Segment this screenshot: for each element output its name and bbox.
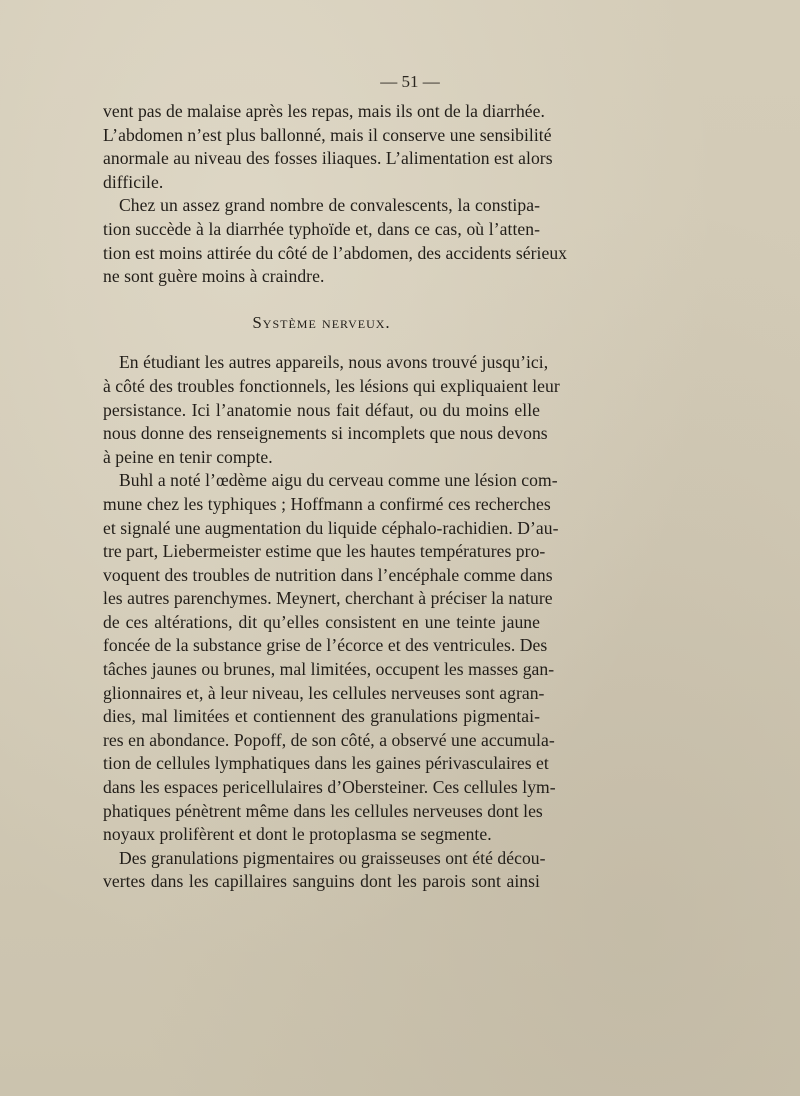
text-line: à peine en tenir compte. <box>103 446 273 467</box>
text-line: noyaux prolifèrent et dont le protoplasma se segmente. <box>103 824 492 845</box>
text-line: dies, mal limitées et contiennent des granulations pigmentai- <box>103 706 540 727</box>
text-line: anormale au niveau des fosses iliaques. L’alimentation est alors <box>103 148 553 169</box>
text-line: mune chez les typhiques ; Hoffmann a confirmé ces recherches <box>103 493 551 514</box>
section-heading: Système nerveux. <box>252 312 391 332</box>
page-number: — 51 — <box>380 72 440 91</box>
text-line: voquent des troubles de nutrition dans l’encéphale comme dans <box>103 564 553 585</box>
text-line: et signalé une augmentation du liquide céphalo-rachidien. D’au- <box>103 517 559 538</box>
text-line: les autres parenchymes. Meynert, cherchant à préciser la nature <box>103 588 553 609</box>
text-line: vertes dans les capillaires sanguins dont les parois sont ainsi <box>103 871 540 892</box>
text-line: En étudiant les autres appareils, nous avons trouvé jusqu’ici, <box>119 352 549 373</box>
text-line: Chez un assez grand nombre de convalescents, la constipa- <box>119 195 540 216</box>
text-line: tre part, Liebermeister estime que les hautes températures pro- <box>103 541 546 562</box>
text-line: ne sont guère moins à craindre. <box>103 266 325 287</box>
text-line: phatiques pénètrent même dans les cellules nerveuses dont les <box>103 800 543 821</box>
text-line: foncée de la substance grise de l’écorce et des ventricules. Des <box>103 635 548 656</box>
text-line: glionnaires et, à leur niveau, les cellules nerveuses sont agran- <box>103 682 545 703</box>
text-line: tâches jaunes ou brunes, mal limitées, occupent les masses gan- <box>103 659 555 680</box>
body-text <box>103 100 568 894</box>
text-line: Des granulations pigmentaires ou graisseuses ont été décou- <box>119 847 546 868</box>
text-line: nous donne des renseignements si incomplets que nous devons <box>103 423 548 444</box>
text-line: difficile. <box>103 171 164 192</box>
text-line: persistance. Ici l’anatomie nous fait défaut, ou du moins elle <box>103 399 540 420</box>
text-line: Buhl a noté l’œdème aigu du cerveau comme une lésion com- <box>119 470 558 491</box>
text-line: de ces altérations, dit qu’elles consistent en une teinte jaune <box>103 611 540 632</box>
text-line: L’abdomen n’est plus ballonné, mais il conserve une sensibilité <box>103 124 552 145</box>
text-line: à côté des troubles fonctionnels, les lésions qui expliquaient leur <box>103 375 560 396</box>
text-line: vent pas de malaise après les repas, mais ils ont de la diarrhée. <box>103 101 545 121</box>
text-line: tion est moins attirée du côté de l’abdomen, des accidents sérieux <box>103 242 568 263</box>
text-line: dans les espaces pericellulaires d’Obersteiner. Ces cellules lym- <box>103 777 556 798</box>
text-line: res en abondance. Popoff, de son côté, a observé une accumula- <box>103 729 555 750</box>
text-line: tion succède à la diarrhée typhoïde et, dans ce cas, où l’atten- <box>103 218 540 239</box>
text-line: tion de cellules lymphatiques dans les gaines périvasculaires et <box>103 753 549 774</box>
